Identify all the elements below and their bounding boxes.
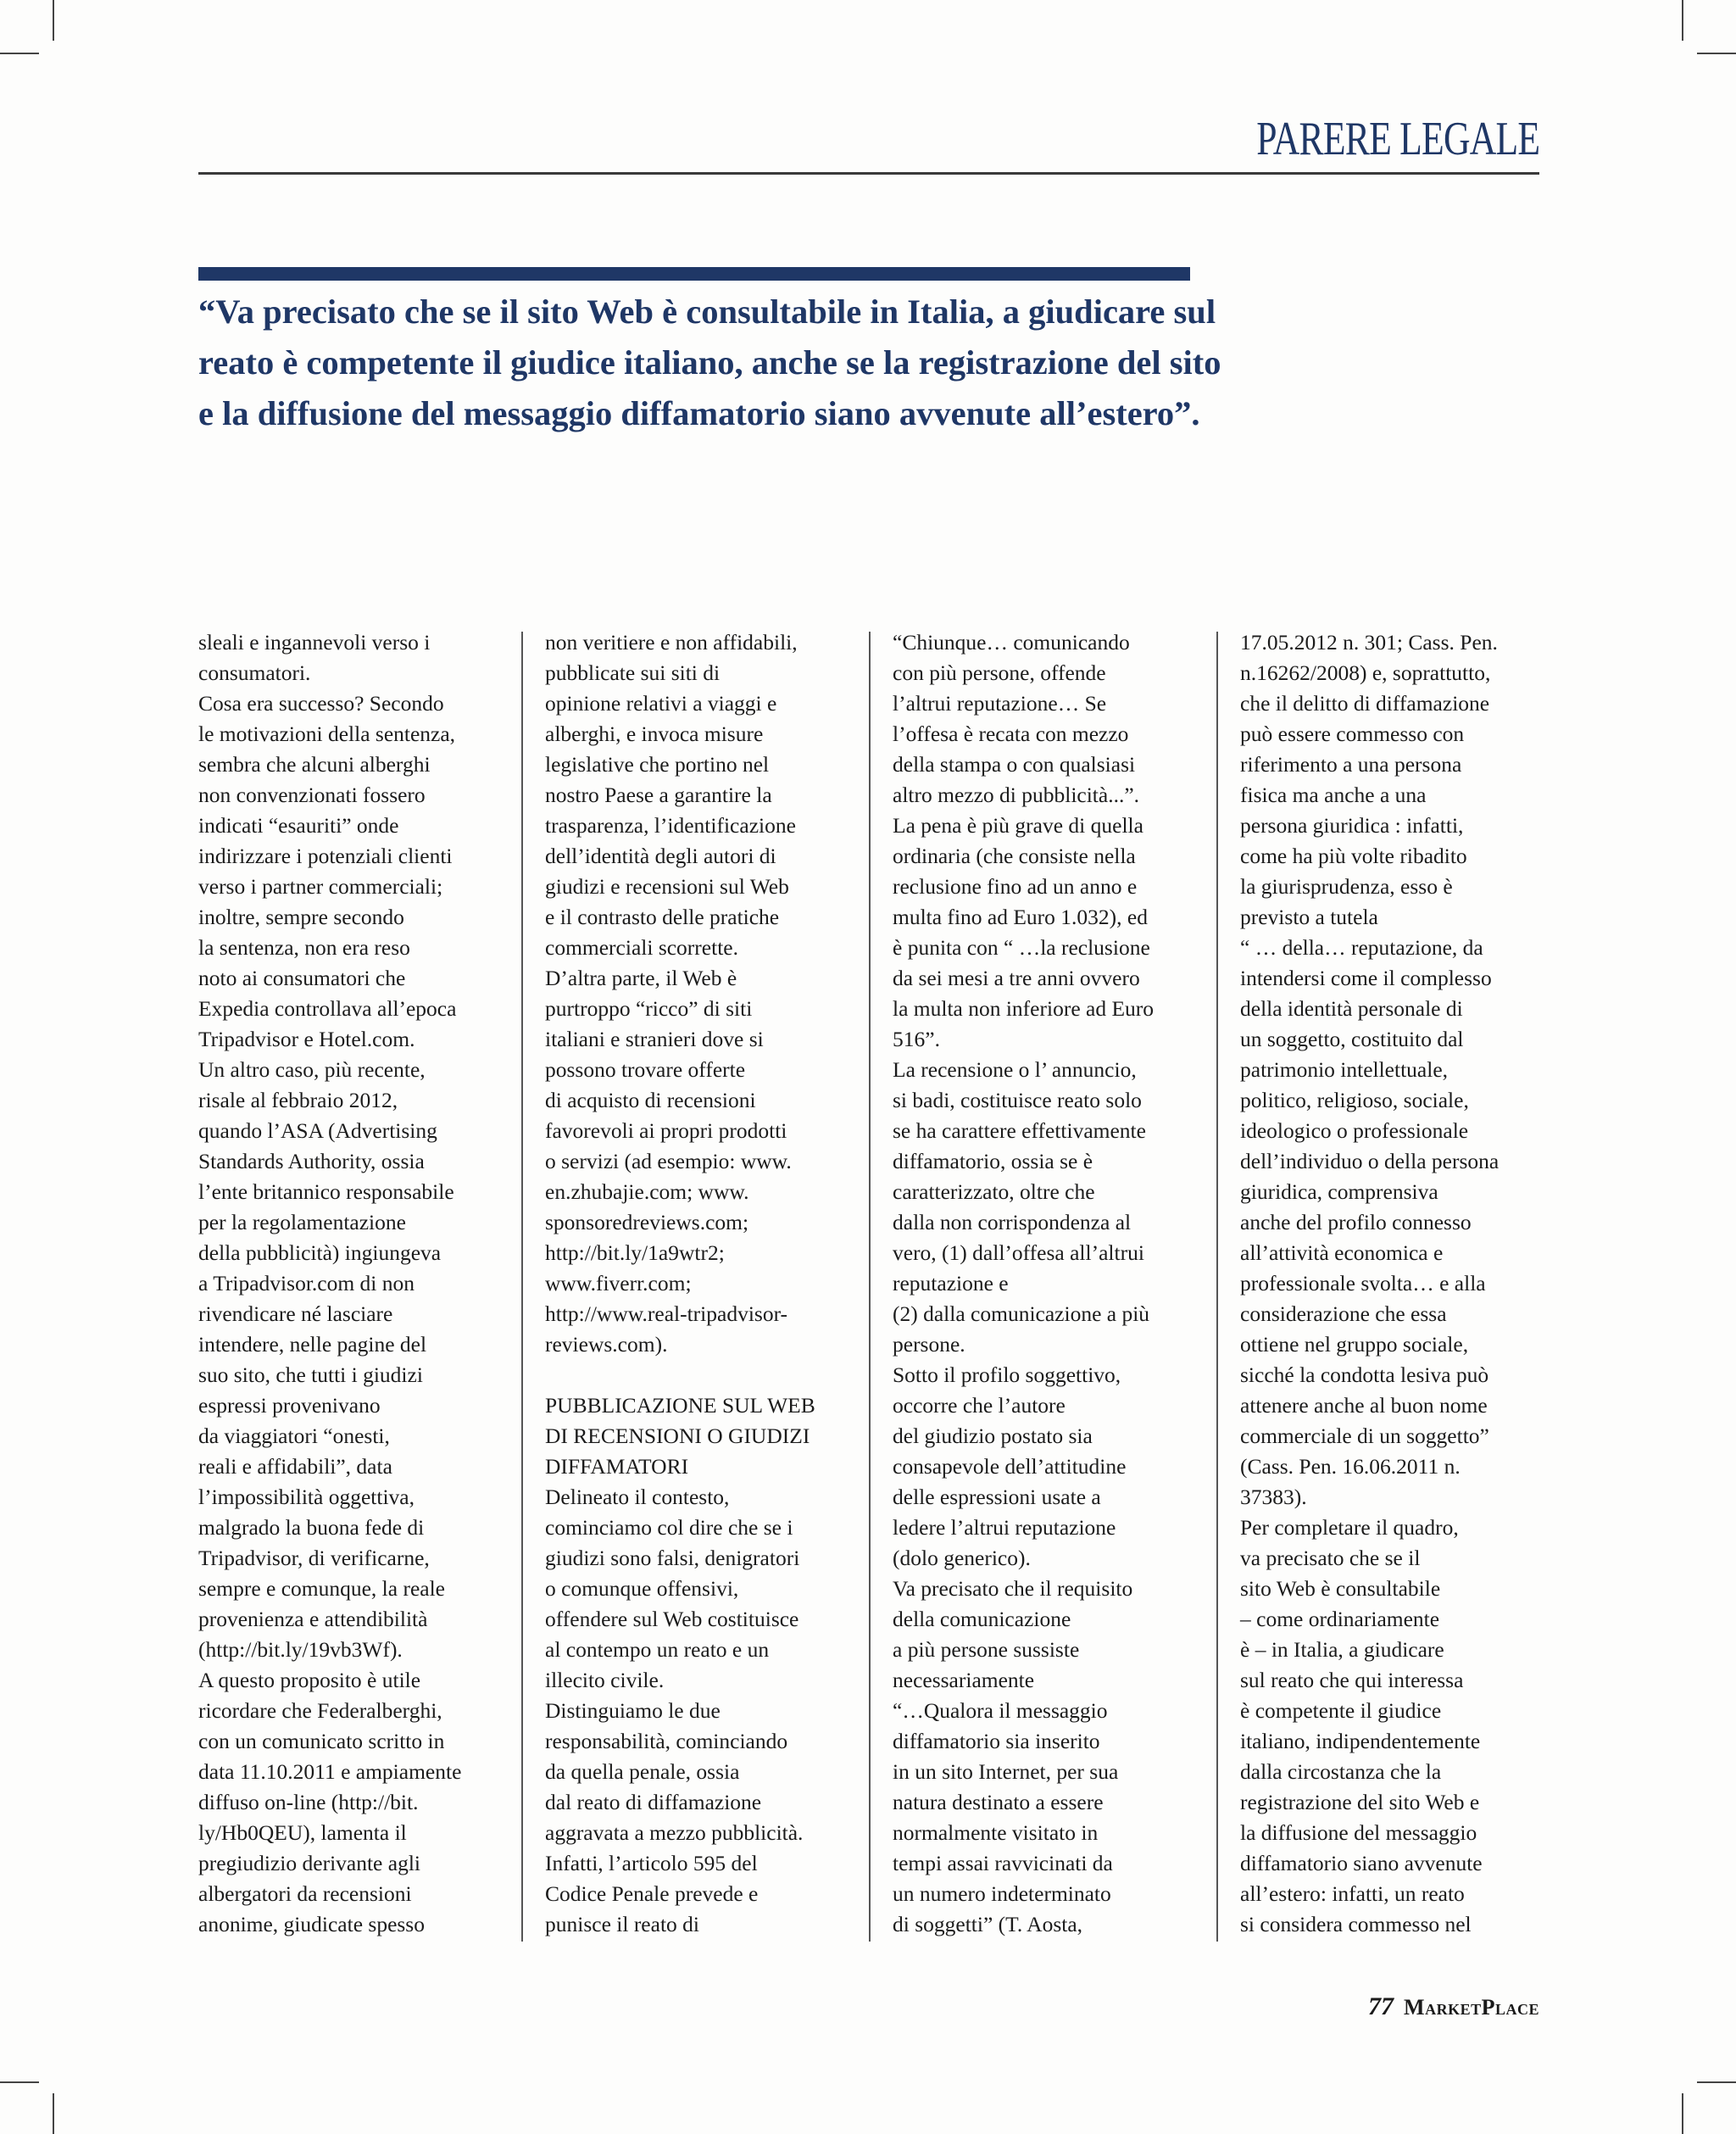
column-text: Delineato il contesto, cominciamo col dire che se i giudizi sono falsi, denigratori o comunque offensivi, offendere sul Web costituisce al contempo un reato e un illecito civile. Distinguiamo le due responsabilità, cominciando da quella penale, ossia dal reato di diffamazione aggravata a mezzo pubblicità. Infatti, l’articolo 595 del Codice Penale prevede e punisce il reato di: [545, 1485, 804, 1936]
crop-mark: [53, 2093, 54, 2134]
article-column-4: [1240, 627, 1545, 1946]
column-text: “Chiunque… comunicando con più persone, offende l’altrui reputazione… Se l’offesa è recata con mezzo della stampa o con qualsiasi altro mezzo di pubblicità...”. La pena è più grave di quella ordinaria (che consiste nella reclusione fino ad un anno e multa fino ad Euro 1.032), ed è punita con “ …la reclusione da sei mesi a tre anni ovvero la multa non inferiore ad Euro 516”. La recensione o l’ annuncio, si badi, costituisce reato solo se ha carattere effettivamente diffamatorio, ossia se è caratterizzato, oltre che dalla non corrispondenza al vero, (1) dall’offesa all’altrui reputazione e (2) dalla comunicazione a più persone. Sotto il profilo soggettivo, occorre che l’autore del giudizio postato sia consapevole dell’attitudine delle espressioni usate a ledere l’altrui reputazione (dolo generico). Va precisato che il requisito della comunicazione a più persone sussiste necessariamente “…Qualora il messaggio diffamatorio sia inserito in un sito Internet, per sua natura destinato a essere normalmente visitato in tempi assai ravvicinati da un numero indeterminato di soggetti” (T. Aosta,: [893, 630, 1155, 1936]
column-text: sleali e ingannevoli verso i consumatori. Cosa era successo? Secondo le motivazioni della sentenza, sembra che alcuni alberghi non convenzionati fossero indicati “esauriti” onde indirizzare i potenziali clienti verso i partner commerciali; inoltre, sempre secondo la sentenza, non era reso noto ai consumatori che Expedia controllava all’epoca Tripadvisor e Hotel.com. Un altro caso, più recente, risale al febbraio 2012, quando l’ASA (Advertising Standards Authority, ossia l’ente britannico responsabile per la regolamentazione della pubblicità) ingiungeva a Tripadvisor.com di non rivendicare né lasciare intendere, nelle pagine del suo sito, che tutti i giudizi espressi provenivano da viaggiatori “onesti, reali e affidabili”, data l’impossibilità oggettiva, malgrado la buona fede di Tripadvisor, di verificarne, sempre e comunque, la reale provenienza e attendibilità (http://bit.ly/19vb3Wf). A questo proposito è utile ricordare che Federalberghi, con un comunicato scritto in data 11.10.2011 e ampiamente diffuso on-line (http://bit. ly/Hb0QEU), lamenta il pregiudizio derivante agli albergatori da recensioni anonime, giudicate spesso: [198, 630, 462, 1936]
crop-mark: [53, 0, 54, 41]
crop-mark: [0, 2081, 39, 2083]
pull-quote: “Va precisato che se il sito Web è consultabile in Italia, a giudicare sul reato è competente il giudice italiano, anche se la registrazione del sito e la diffusione del messaggio diffamatorio siano avvenute all’estero”.: [198, 293, 1221, 432]
spacer-line: [545, 1360, 852, 1390]
crop-mark: [1682, 0, 1683, 41]
crop-mark: [1697, 53, 1736, 54]
column-divider: [521, 632, 523, 1942]
header-rule: [198, 172, 1539, 175]
crop-mark: [0, 53, 39, 54]
column-divider: [869, 632, 871, 1942]
section-subheading: PUBBLICAZIONE SUL WEB DI RECENSIONI O GIUDIZI DIFFAMATORI: [545, 1393, 815, 1479]
crop-mark: [1682, 2093, 1683, 2134]
article-column-3: [893, 627, 1198, 1946]
page-number: 77: [1368, 1992, 1394, 2020]
page-footer: [1368, 1992, 1539, 2021]
crop-mark: [1697, 2081, 1736, 2083]
magazine-name: MarketPlace: [1404, 1995, 1539, 2020]
article-column-2: [545, 627, 852, 1946]
article-column-1: [198, 627, 504, 1946]
column-divider: [1216, 632, 1218, 1942]
column-text: non veritiere e non affidabili, pubblicate sui siti di opinione relativi a viaggi e alberghi, e invoca misure legislative che portino nel nostro Paese a garantire la trasparenza, l’identificazione dell’identità degli autori di giudizi e recensioni sul Web e il contrasto delle pratiche commerciali scorrette. D’altra parte, il Web è purtroppo “ricco” di siti italiani e stranieri dove si possono trovare offerte di acquisto di recensioni favorevoli ai propri prodotti o servizi (ad esempio: www. en.zhubajie.com; www. sponsoredreviews.com; http://bit.ly/1a9wtr2; www.fiverr.com; http://www.real-tripadvisor- reviews.com).: [545, 630, 798, 1357]
section-header: [198, 110, 1539, 175]
section-title: PARERE LEGALE: [1255, 113, 1539, 165]
pull-quote-bar: [198, 267, 1190, 281]
column-text: 17.05.2012 n. 301; Cass. Pen. n.16262/2008) e, soprattutto, che il delitto di diffamazione può essere commesso con riferimento a una persona fisica ma anche a una persona giuridica : infatti, come ha più volte ribadito la giurisprudenza, esso è previsto a tutela “ … della… reputazione, da intendersi come il complesso della identità personale di un soggetto, costituito dal patrimonio intellettuale, politico, religioso, sociale, ideologico o professionale dell’individuo o della persona giuridica, comprensiva anche del profilo connesso all’attività economica e professionale svolta… e alla considerazione che essa ottiene nel gruppo sociale, sicché la condotta lesiva può attenere anche al buon nome commerciale di un soggetto” (Cass. Pen. 16.06.2011 n. 37383). Per completare il quadro, va precisato che se il sito Web è consultabile – come ordinariamente è – in Italia, a giudicare sul reato che qui interessa è competente il giudice italiano, indipendentemente dalla circostanza che la registrazione del sito Web e la diffusione del messaggio diffamatorio siano avvenute all’estero: infatti, un reato si considera commesso nel: [1240, 630, 1500, 1936]
